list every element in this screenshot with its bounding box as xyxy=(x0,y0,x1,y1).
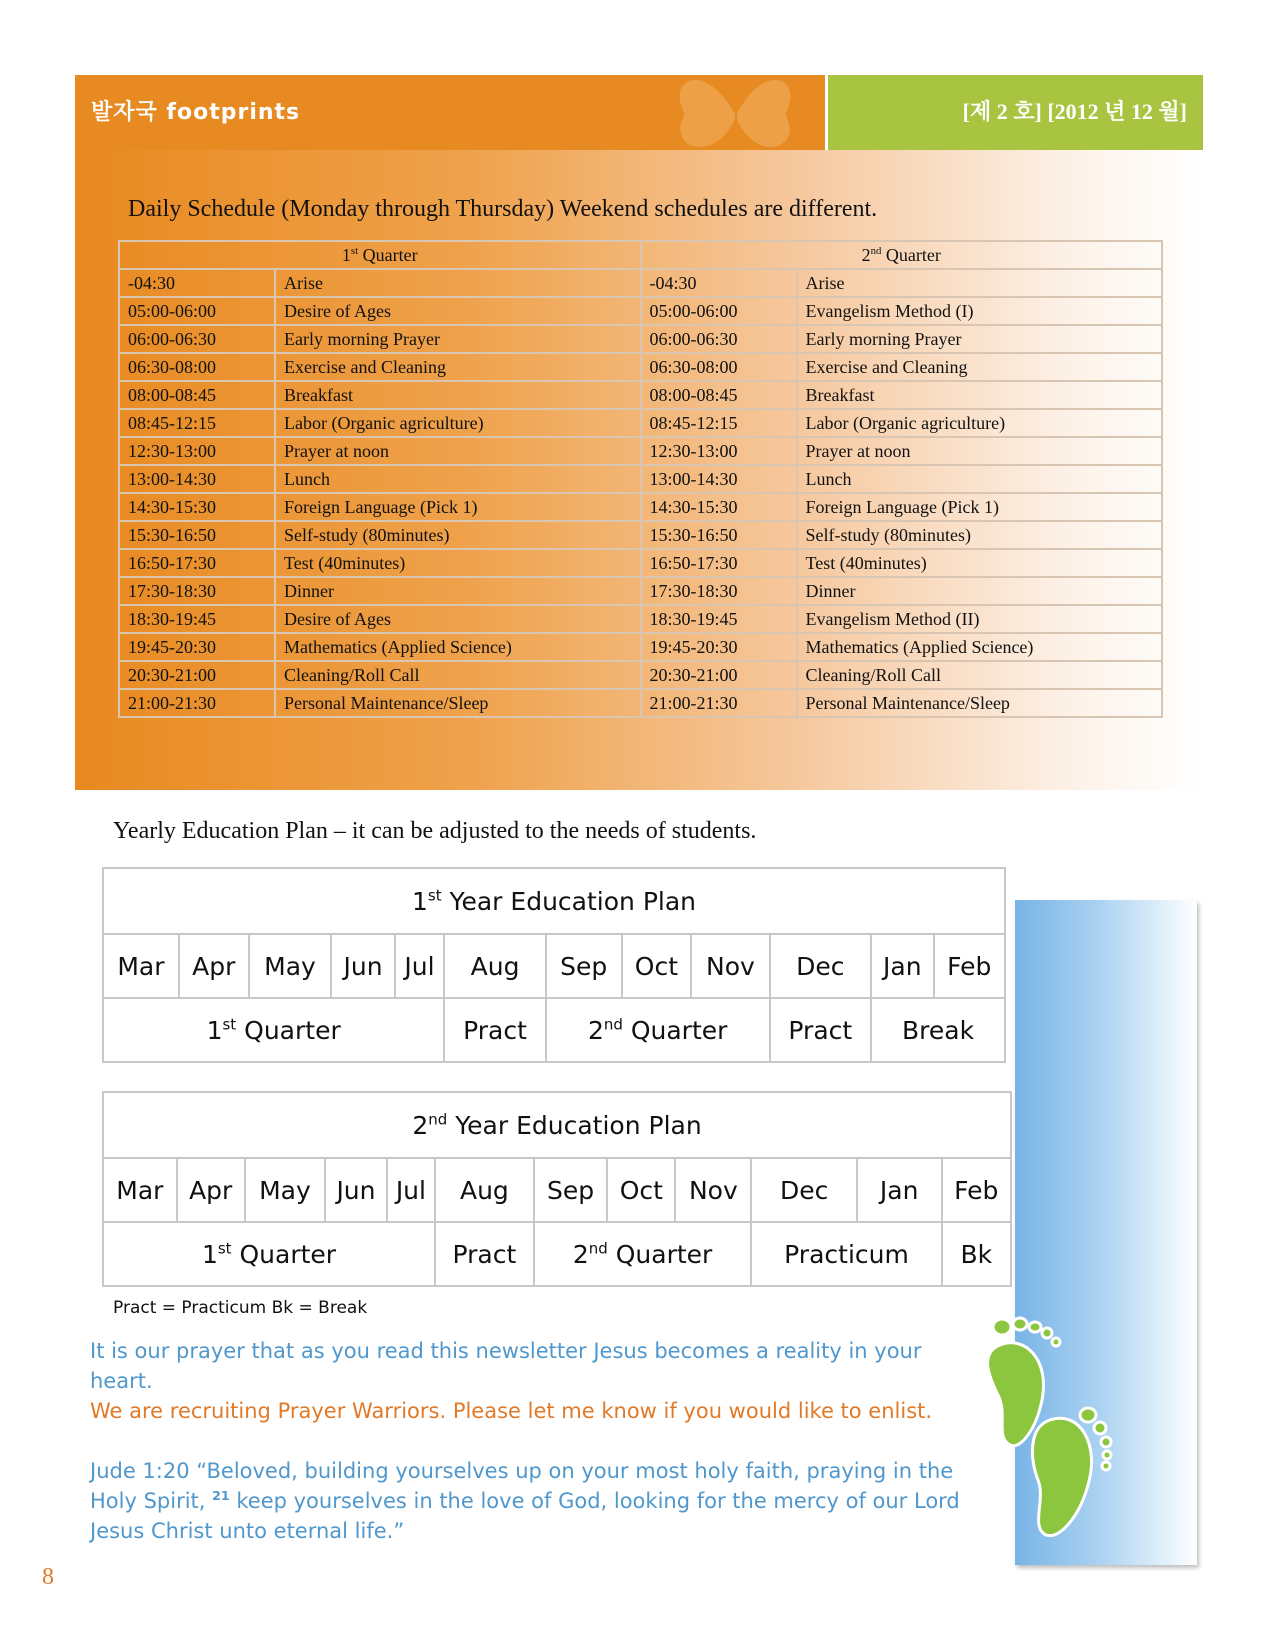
issue-label: [제 2 호] [2012 년 12 월] xyxy=(962,99,1187,124)
schedule-activity-1: Breakfast xyxy=(275,381,641,409)
schedule-time-1: 19:45-20:30 xyxy=(119,633,275,661)
year-2-quarter-1: 1st Quarter xyxy=(103,1222,435,1286)
schedule-body xyxy=(119,269,1162,717)
year-1-months-row xyxy=(103,934,1005,998)
year-2-months-row xyxy=(103,1158,1011,1222)
schedule-row xyxy=(119,521,1162,549)
banner-orange-section xyxy=(75,75,825,150)
schedule-activity-2: Labor (Organic agriculture) xyxy=(797,409,1163,437)
year-2-quarter-2: 2nd Quarter xyxy=(534,1222,752,1286)
footprints-icon xyxy=(980,1315,1130,1545)
quarter-2-header: 2nd Quarter xyxy=(641,241,1163,269)
schedule-time-2: 20:30-21:00 xyxy=(641,661,797,689)
schedule-activity-1: Mathematics (Applied Science) xyxy=(275,633,641,661)
month-cell: Nov xyxy=(691,934,769,998)
schedule-row xyxy=(119,689,1162,717)
schedule-time-2: 18:30-19:45 xyxy=(641,605,797,633)
month-cell: Aug xyxy=(444,934,545,998)
schedule-time-2: 05:00-06:00 xyxy=(641,297,797,325)
year-2-periods-row xyxy=(103,1222,1011,1286)
schedule-activity-2: Evangelism Method (I) xyxy=(797,297,1163,325)
schedule-row xyxy=(119,493,1162,521)
month-cell: Sep xyxy=(534,1158,608,1222)
schedule-time-1: 08:00-08:45 xyxy=(119,381,275,409)
schedule-activity-2: Mathematics (Applied Science) xyxy=(797,633,1163,661)
daily-schedule-table xyxy=(118,240,1163,718)
schedule-row xyxy=(119,465,1162,493)
schedule-time-2: -04:30 xyxy=(641,269,797,297)
schedule-activity-1: Test (40minutes) xyxy=(275,549,641,577)
schedule-time-2: 15:30-16:50 xyxy=(641,521,797,549)
schedule-row xyxy=(119,297,1162,325)
plan-title: Yearly Education Plan – it can be adjusted to the needs of students. xyxy=(113,818,757,844)
jude-verse: Jude 1:20 “Beloved, building yourselves up on your most holy faith, praying in the Holy Spirit, $^{21}$ keep yourselves in the love of God, looking for the mercy of our Lord Jesus Christ unto eternal life.” xyxy=(90,1459,960,1543)
schedule-row xyxy=(119,437,1162,465)
schedule-header-row xyxy=(119,241,1162,269)
schedule-time-2: 08:45-12:15 xyxy=(641,409,797,437)
month-cell: Mar xyxy=(103,934,179,998)
schedule-activity-2: Prayer at noon xyxy=(797,437,1163,465)
schedule-time-2: 06:30-08:00 xyxy=(641,353,797,381)
year-1-plan-title: 1st Year Education Plan xyxy=(103,868,1005,934)
year-2-pract-aug: Pract xyxy=(435,1222,534,1286)
schedule-activity-1: Personal Maintenance/Sleep xyxy=(275,689,641,717)
schedule-activity-1: Desire of Ages xyxy=(275,605,641,633)
schedule-time-1: 08:45-12:15 xyxy=(119,409,275,437)
year-1-plan-table xyxy=(102,867,1006,1063)
schedule-activity-2: Evangelism Method (II) xyxy=(797,605,1163,633)
schedule-activity-1: Early morning Prayer xyxy=(275,325,641,353)
schedule-row xyxy=(119,605,1162,633)
banner-green-section xyxy=(828,75,1203,150)
month-cell: Aug xyxy=(435,1158,534,1222)
page-number: 8 xyxy=(42,1564,54,1590)
schedule-row xyxy=(119,269,1162,297)
year-2-break: Bk xyxy=(942,1222,1011,1286)
schedule-activity-1: Lunch xyxy=(275,465,641,493)
schedule-time-1: 17:30-18:30 xyxy=(119,577,275,605)
schedule-row xyxy=(119,633,1162,661)
month-cell: Jun xyxy=(331,934,394,998)
year-1-pract-dec: Pract xyxy=(770,998,871,1062)
month-cell: Apr xyxy=(177,1158,245,1222)
schedule-time-2: 12:30-13:00 xyxy=(641,437,797,465)
schedule-activity-1: Prayer at noon xyxy=(275,437,641,465)
schedule-activity-2: Foreign Language (Pick 1) xyxy=(797,493,1163,521)
year-2-plan-title: 2nd Year Education Plan xyxy=(103,1092,1011,1158)
schedule-time-1: 15:30-16:50 xyxy=(119,521,275,549)
schedule-time-1: 20:30-21:00 xyxy=(119,661,275,689)
year-2-practicum: Practicum xyxy=(751,1222,941,1286)
schedule-row xyxy=(119,353,1162,381)
schedule-row xyxy=(119,381,1162,409)
schedule-activity-2: Self-study (80minutes) xyxy=(797,521,1163,549)
schedule-row xyxy=(119,577,1162,605)
year-1-quarter-2: 2nd Quarter xyxy=(546,998,770,1062)
schedule-time-1: 06:00-06:30 xyxy=(119,325,275,353)
year-1-quarter-1: 1st Quarter xyxy=(103,998,444,1062)
recruit-message: We are recruiting Prayer Warriors. Please let me know if you would like to enlist. xyxy=(90,1399,933,1423)
schedule-activity-1: Exercise and Cleaning xyxy=(275,353,641,381)
schedule-time-2: 14:30-15:30 xyxy=(641,493,797,521)
schedule-row xyxy=(119,549,1162,577)
schedule-activity-2: Lunch xyxy=(797,465,1163,493)
schedule-activity-2: Arise xyxy=(797,269,1163,297)
schedule-time-2: 13:00-14:30 xyxy=(641,465,797,493)
month-cell: Jul xyxy=(395,934,445,998)
month-cell: Jul xyxy=(387,1158,435,1222)
schedule-time-2: 17:30-18:30 xyxy=(641,577,797,605)
schedule-activity-1: Labor (Organic agriculture) xyxy=(275,409,641,437)
schedule-time-1: 18:30-19:45 xyxy=(119,605,275,633)
schedule-time-1: 13:00-14:30 xyxy=(119,465,275,493)
schedule-title: Daily Schedule (Monday through Thursday) Weekend schedules are different. xyxy=(128,196,878,222)
month-cell: Jan xyxy=(871,934,934,998)
schedule-time-1: 12:30-13:00 xyxy=(119,437,275,465)
schedule-activity-1: Arise xyxy=(275,269,641,297)
schedule-time-1: -04:30 xyxy=(119,269,275,297)
schedule-row xyxy=(119,661,1162,689)
butterfly-icon xyxy=(665,75,805,150)
schedule-activity-2: Personal Maintenance/Sleep xyxy=(797,689,1163,717)
month-cell: Nov xyxy=(675,1158,751,1222)
month-cell: Dec xyxy=(751,1158,856,1222)
prayer-message: It is our prayer that as you read this newsletter Jesus becomes a reality in your heart. xyxy=(90,1339,922,1393)
month-cell: Feb xyxy=(934,934,1005,998)
schedule-activity-1: Desire of Ages xyxy=(275,297,641,325)
schedule-time-1: 06:30-08:00 xyxy=(119,353,275,381)
year-2-plan-table xyxy=(102,1091,1012,1287)
year-1-periods-row xyxy=(103,998,1005,1062)
month-cell: May xyxy=(245,1158,326,1222)
schedule-time-1: 05:00-06:00 xyxy=(119,297,275,325)
schedule-activity-1: Dinner xyxy=(275,577,641,605)
schedule-time-1: 16:50-17:30 xyxy=(119,549,275,577)
month-cell: May xyxy=(249,934,332,998)
schedule-time-2: 21:00-21:30 xyxy=(641,689,797,717)
month-cell: Oct xyxy=(622,934,692,998)
month-cell: Feb xyxy=(942,1158,1011,1222)
schedule-row xyxy=(119,325,1162,353)
schedule-activity-2: Dinner xyxy=(797,577,1163,605)
month-cell: Apr xyxy=(179,934,249,998)
schedule-time-2: 19:45-20:30 xyxy=(641,633,797,661)
brand-title: 발자국 footprints xyxy=(91,100,301,125)
schedule-activity-1: Self-study (80minutes) xyxy=(275,521,641,549)
schedule-time-2: 16:50-17:30 xyxy=(641,549,797,577)
month-cell: Jan xyxy=(857,1158,942,1222)
header-banner xyxy=(75,75,1203,150)
year-1-break: Break xyxy=(871,998,1005,1062)
schedule-activity-2: Breakfast xyxy=(797,381,1163,409)
month-cell: Oct xyxy=(607,1158,675,1222)
year-1-pract-aug: Pract xyxy=(444,998,545,1062)
schedule-activity-2: Early morning Prayer xyxy=(797,325,1163,353)
schedule-activity-1: Foreign Language (Pick 1) xyxy=(275,493,641,521)
schedule-activity-2: Test (40minutes) xyxy=(797,549,1163,577)
schedule-time-2: 08:00-08:45 xyxy=(641,381,797,409)
schedule-time-2: 06:00-06:30 xyxy=(641,325,797,353)
schedule-time-1: 21:00-21:30 xyxy=(119,689,275,717)
month-cell: Dec xyxy=(770,934,871,998)
month-cell: Mar xyxy=(103,1158,177,1222)
schedule-activity-2: Exercise and Cleaning xyxy=(797,353,1163,381)
plan-legend: Pract = Practicum Bk = Break xyxy=(113,1298,368,1318)
month-cell: Sep xyxy=(546,934,622,998)
schedule-activity-2: Cleaning/Roll Call xyxy=(797,661,1163,689)
schedule-time-1: 14:30-15:30 xyxy=(119,493,275,521)
quarter-1-header: 1st Quarter xyxy=(119,241,641,269)
schedule-activity-1: Cleaning/Roll Call xyxy=(275,661,641,689)
month-cell: Jun xyxy=(325,1158,387,1222)
schedule-row xyxy=(119,409,1162,437)
